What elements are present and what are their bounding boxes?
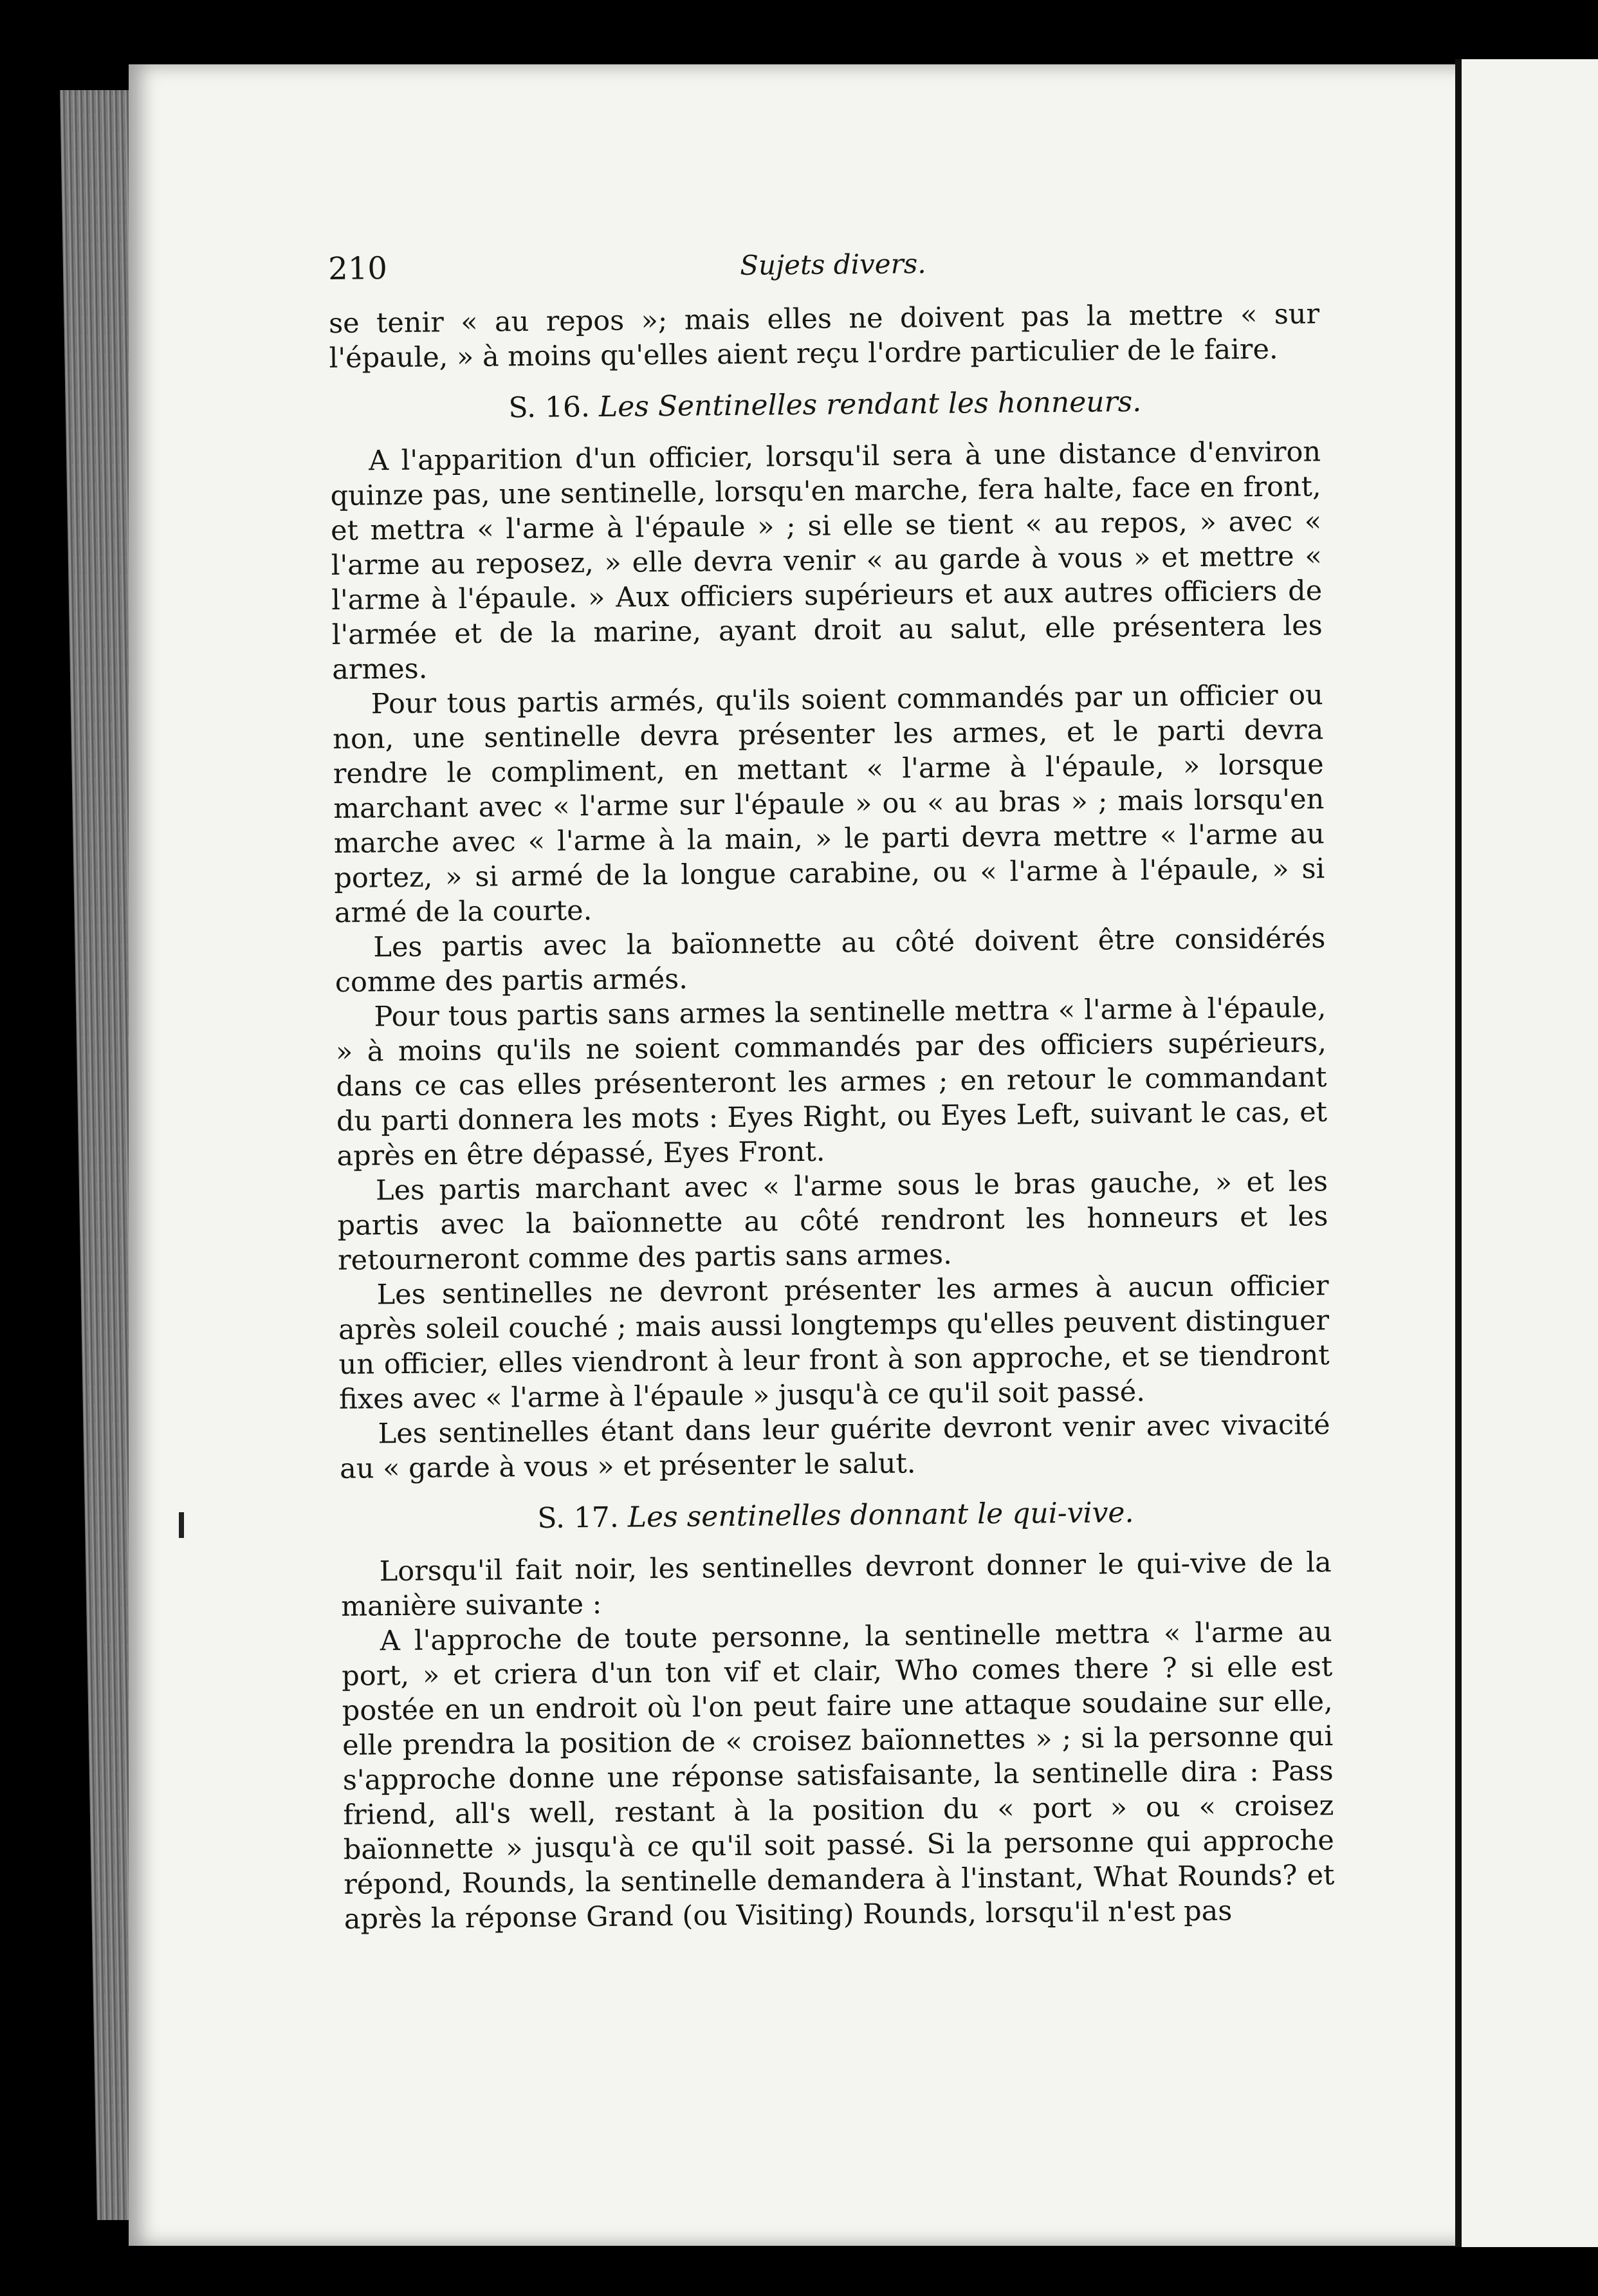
right-page-fragment: A bbox=[28, 0, 35, 11]
section-heading bbox=[340, 1494, 1331, 1538]
section-heading bbox=[329, 383, 1320, 427]
paragraph: Pour tous partis sans armes la sentinelle mettra « l'arme à l'épaule, » à moins qu'ils ne soient commandés par des officiers supérieurs, dans ce cas elles présenteront les armes ; en retour le commandant du parti donnera les mots : Eyes Right, ou Eyes Left, suivant le cas, et après en être dépassé, Eyes Front. bbox=[335, 992, 1328, 1172]
paragraph: Les sentinelles étant dans leur guérite devront venir avec vivacité au « garde à vous » et présenter le salut. bbox=[339, 1409, 1330, 1485]
section-number: S. 16. bbox=[508, 391, 591, 425]
right-page-fragment: I bbox=[57, 0, 61, 11]
right-page bbox=[1455, 59, 1598, 2247]
page-number: 210 bbox=[328, 250, 388, 287]
right-page-fragment: I bbox=[8, 0, 12, 11]
right-page-fragment: e bbox=[14, 0, 19, 11]
paragraph: Les partis marchant avec « l'arme sous le bras gauche, » et les partis avec la baïonnette au côté rendront les honneurs et les retourneront comme des partis sans armes. bbox=[337, 1165, 1328, 1277]
section-title: Les sentinelles donnant le qui-vive. bbox=[627, 1496, 1134, 1534]
paragraph: A l'approche de toute personne, la sentinelle mettra « l'arme au port, » et criera d'un ton vif et clair, Who comes there ? si elle est postée en un endroit où l'on peut faire une attaque soudaine sur elle, elle prendra la position de « croisez baïonnettes » ; si la personne qui s'approche donne une réponse satisfaisante, la sentinelle dira : Pass friend, all's well, restant à la position du « port » ou « croisez baïonnette » jusqu'à ce qu'il soit passé. Si la personne qui approche répond, Rounds, la sentinelle demandera à l'instant, What Rounds? et après la réponse Grand (ou Visiting) Rounds, lorsqu'il n'est pas bbox=[342, 1616, 1335, 1936]
body-text bbox=[329, 297, 1335, 1937]
paragraph: se tenir « au repos »; mais elles ne doivent pas la mettre « sur l'épaule, » à moins qu'elles aient reçu l'ordre particulier de le faire. bbox=[328, 298, 1320, 375]
paragraph: Les sentinelles ne devront présenter les armes à aucun officier après soleil couché ; mais aussi longtemps qu'elles peuvent distinguer un officier, elles viendront à leur front à son approche, et se tiendront fixes avec « l'arme à l'épaule » jusqu'à ce qu'il soit passé. bbox=[338, 1270, 1330, 1416]
page-content bbox=[328, 241, 1335, 1937]
running-title: Sujets divers. bbox=[740, 248, 926, 281]
right-page-fragment: la bbox=[37, 0, 45, 11]
section-title: Les Sentinelles rendant les honneurs. bbox=[598, 385, 1142, 423]
page-header bbox=[328, 241, 1319, 302]
paragraph: A l'apparition d'un officier, lorsqu'il sera à une distance d'environ quinze pas, une sentinelle, lorsqu'en marche, fera halte, face en front, et mettra « l'arme à l'épaule » ; si elle se tient « au repos, » avec « l'arme au reposez, » elle devra venir « au garde à vous » et mettre « l'arme à l'épaule. » Aux officiers supérieurs et aux autres officiers de l'armée et de la marine, ayant droit au salut, elle présentera les armes. bbox=[330, 436, 1323, 686]
right-page-fragment: d bbox=[0, 0, 5, 11]
paragraph: Pour tous partis armés, qu'ils soient commandés par un officier ou non, une sentinelle devra présenter les armes, et le parti devra rendre le compliment, en mettant « l'arme à l'épaule, » lorsque marchant avec « l'arme sur l'épaule » ou « au bras » ; mais lorsqu'en marche avec « l'arme à la main, » le parti devra mettre « l'arme au portez, » si armé de la longue carabine, ou « l'arme à l'épaule, » si armé de la courte. bbox=[333, 679, 1325, 929]
right-page-fragment: c bbox=[63, 0, 68, 11]
right-page-fragment: d bbox=[21, 0, 26, 11]
section-number: S. 17. bbox=[537, 1501, 620, 1535]
paragraph: Lorsqu'il fait noir, les sentinelles devront donner le qui-vive de la manière suivante : bbox=[340, 1546, 1332, 1623]
right-page-fragment: la bbox=[47, 0, 55, 11]
spine-mark bbox=[179, 1512, 184, 1538]
paragraph: Les partis avec la baïonnette au côté doivent être considérés comme des partis armés. bbox=[335, 922, 1326, 999]
right-page-fragments bbox=[0, 0, 1598, 12]
